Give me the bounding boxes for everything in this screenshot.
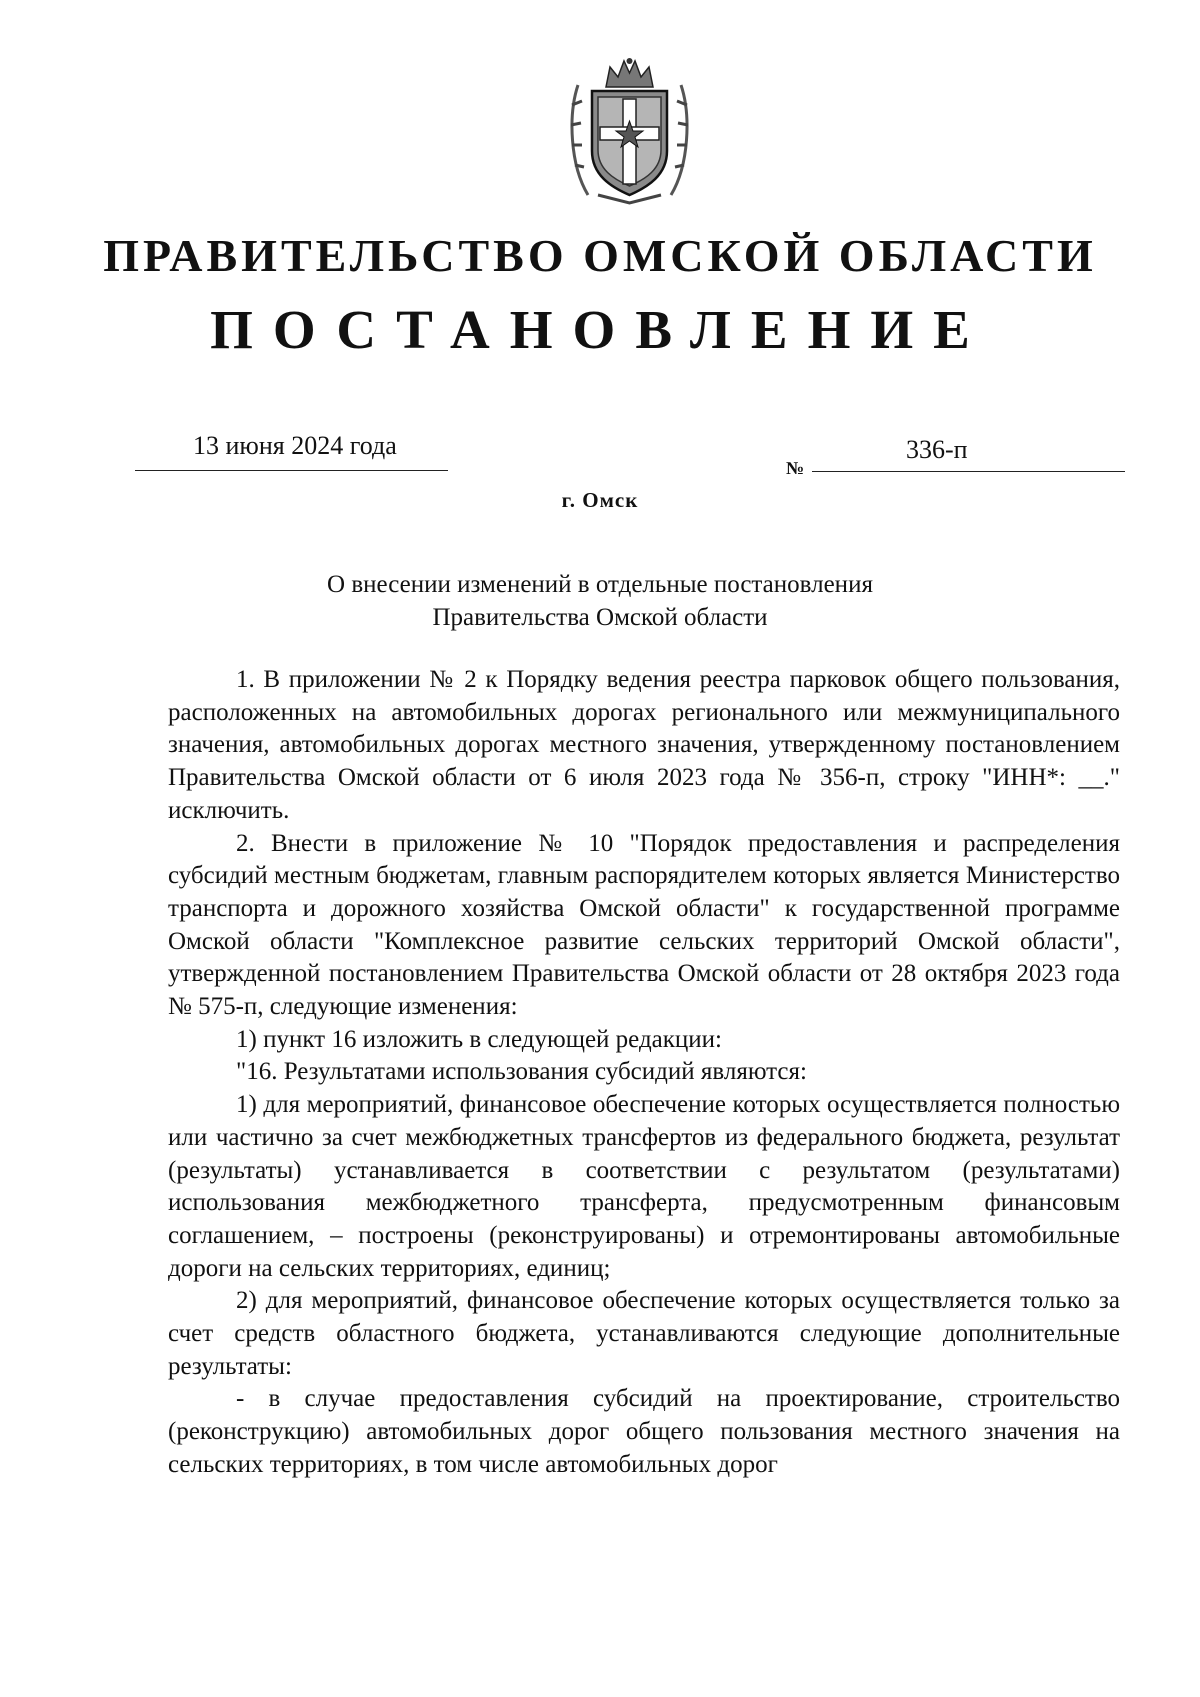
body-paragraph: - в случае предоставления субсидий на проектирование, строительство (реконструкцию) автомобильных дорог общего пользования местного значения на сельских территориях, в том числе автомобильных дорог [168, 1385, 1120, 1478]
body-paragraph: 1. В приложении № 2 к Порядку ведения реестра парковок общего пользования, расположенных на автомобильных дорогах регионального или межмуниципального значения, автомобильных дорогах местного значения, утвержденному постановлением Правительства Омской области от 6 июля 2023 года № 356-п, строку "ИНН*: __." исключить. [168, 666, 1120, 824]
government-title: ПРАВИТЕЛЬСТВО ОМСКОЙ ОБЛАСТИ [103, 230, 1097, 281]
document-subject [0, 568, 1200, 634]
document-body [168, 664, 1120, 1482]
body-paragraph: 2. Внести в приложение № 10 "Порядок предоставления и распределения субсидий местным бюджетам, главным распорядителем которых является Министерство транспорта и дорожного хозяйства Омской области" к государственной программе Омской области "Комплексное развитие сельских территорий Омской области", утвержденной постановлением Правительства Омской области от 28 октября 2023 года № 575-п, следующие изменения: [168, 829, 1120, 1021]
body-paragraph: 2) для мероприятий, финансовое обеспечение которых осуществляется только за счет средств областного бюджета, устанавливаются следующие дополнительные результаты: [168, 1287, 1120, 1380]
date-underline [135, 470, 448, 471]
number-sign: № [786, 458, 805, 478]
document-type-title: ПОСТАНОВЛЕНИЕ [210, 299, 990, 360]
document-date: 13 июня 2024 года [193, 431, 397, 460]
coat-of-arms-icon [568, 55, 691, 205]
body-paragraph: 1) пункт 16 изложить в следующей редакции: [236, 1025, 722, 1053]
document-number: 336-п [906, 435, 968, 464]
subject-line: О внесении изменений в отдельные постановления [327, 571, 873, 598]
number-underline [812, 471, 1125, 472]
body-paragraph: 1) для мероприятий, финансовое обеспечение которых осуществляется полностью или частично за счет межбюджетных трансфертов из федерального бюджета, результат (результаты) устанавливается в соответствии с результатом (результатами) использования межбюджетного трансферта, предусмотренным финансовым соглашением, – построены (реконструированы) и отремонтированы автомобильные дороги на сельских территориях, единиц; [168, 1091, 1120, 1282]
body-paragraph: "16. Результатами использования субсидий являются: [236, 1058, 807, 1086]
city-name: г. Омск [561, 488, 639, 512]
subject-line: Правительства Омской области [432, 604, 768, 631]
